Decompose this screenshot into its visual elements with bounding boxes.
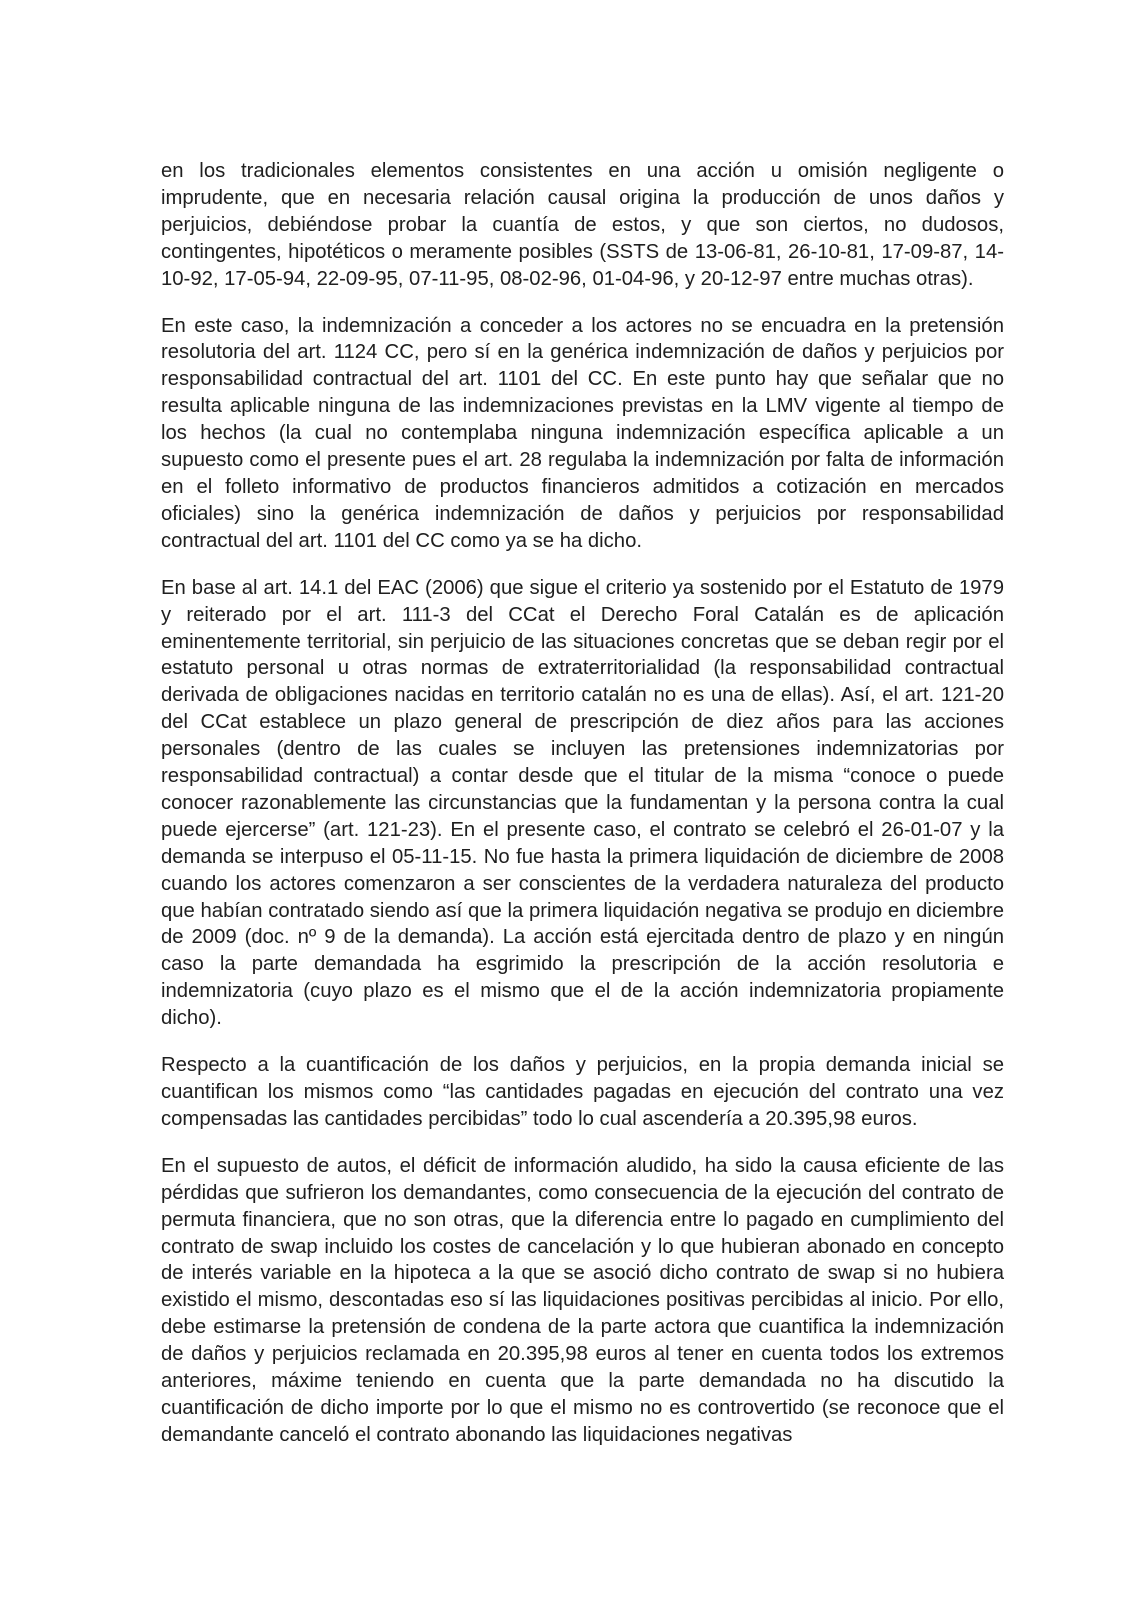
paragraph-contractual-indemnity: En este caso, la indemnización a conceder a los actores no se encuadra en la pretensión resolutoria del art. 1124 CC, pero sí en la genérica indemnización de daños y perjuicios por responsabilidad contractual del art. 1101 del CC. En este punto hay que señalar que no resulta aplicable ninguna de las indemnizaciones previstas en la LMV vigente al tiempo de los hechos (la cual no contemplaba ninguna indemnización específica aplicable a un supuesto como el presente pues el art. 28 regulaba la indemnización por falta de información en el folleto informativo de productos financieros admitidos a cotización en mercados oficiales) sino la genérica indemnización de daños y perjuicios por responsabilidad contractual del art. 1101 del CC como ya se ha dicho. bbox=[161, 314, 1004, 552]
paragraph-prescription: En base al art. 14.1 del EAC (2006) que sigue el criterio ya sostenido por el Estatuto de 1979 y reiterado por el art. 111-3 del CCat el Derecho Foral Catalán es de aplicación eminentemente territorial, sin perjuicio de las situaciones concretas que se deban regir por el estatuto personal u otras normas de extraterritorialidad (la responsabilidad contractual derivada de obligaciones nacidas en territorio catalán no es una de ellas). Así, el art. 121-20 del CCat establece un plazo general de prescripción de diez años para las acciones personales (dentro de las cuales se incluyen las pretensiones indemnizatorias por responsabilidad contractual) a contar desde que el titular de la misma “conoce o puede conocer razonablemente las circunstancias que la fundamentan y la persona contra la cual puede ejercerse” (art. 121-23). En el presente caso, el contrato se celebró el 26-01-07 y la demanda se interpuso el 05-11-15. No fue hasta la primera liquidación de diciembre de 2008 cuando los actores comenzaron a ser conscientes de la verdadera naturaleza del producto que habían contratado siendo así que la primera liquidación negativa se produjo en diciembre de 2009 (doc. nº 9 de la demanda). La acción está ejercitada dentro de plazo y en ningún caso la parte demandada ha esgrimido la prescripción de la acción resolutoria e indemnizatoria (cuyo plazo es el mismo que el de la acción indemnizatoria propiamente dicho). bbox=[161, 576, 1004, 1030]
paragraph-negligence-elements: en los tradicionales elementos consistentes en una acción u omisión negligente o imprudente, que en necesaria relación causal origina la producción de unos daños y perjuicios, debiéndose probar la cuantía de estos, y que son ciertos, no dudosos, contingentes, hipotéticos o meramente posibles (SSTS de 13-06-81, 26-10-81, 17-09-87, 14-10-92, 17-05-94, 22-09-95, 07-11-95, 08-02-96, 01-04-96, y 20-12-97 entre muchas otras). bbox=[161, 160, 1004, 290]
paragraph-losses: En el supuesto de autos, el déficit de información aludido, ha sido la causa eficiente de las pérdidas que sufrieron los demandantes, como consecuencia de la ejecución del contrato de permuta financiera, que no son otras, que la diferencia entre lo pagado en cumplimiento del contrato de swap incluido los costes de cancelación y lo que hubieran abonado en concepto de interés variable en la hipoteca a la que se asoció dicho contrato de swap si no hubiera existido el mismo, descontadas eso sí las liquidaciones positivas percibidas al inicio. Por ello, debe estimarse la pretensión de condena de la parte actora que cuantifica la indemnización de daños y perjuicios reclamada en 20.395,98 euros al tener en cuenta todos los extremos anteriores, máxime teniendo en cuenta que la parte demandada no ha discutido la cuantificación de dicho importe por lo que el mismo no es controvertido (se reconoce que el demandante canceló el contrato abonando las liquidaciones negativas bbox=[161, 1154, 1004, 1446]
document-body bbox=[161, 158, 1004, 1449]
paragraph-quantification: Respecto a la cuantificación de los daños y perjuicios, en la propia demanda inicial se cuantifican los mismos como “las cantidades pagadas en ejecución del contrato una vez compensadas las cantidades percibidas” todo lo cual ascendería a 20.395,98 euros. bbox=[161, 1054, 1004, 1130]
